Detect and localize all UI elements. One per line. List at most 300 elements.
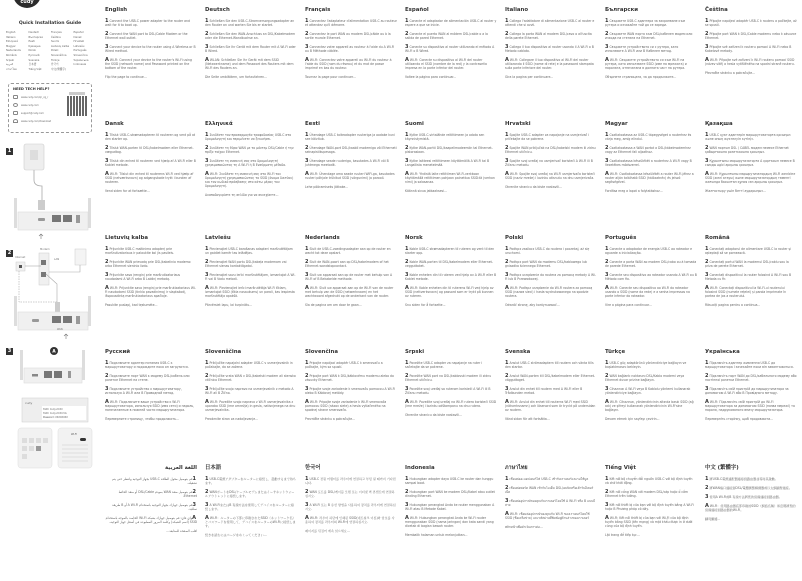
step-text: 使用A Wi-Fi或B 有線方法將您的設備連接到路由器。 bbox=[709, 495, 782, 499]
step-text: Wi-Fi: Kết nối thiết bị của bạn với Wi-Fi của bộ định tuyến bằng SSID (tên mạng) và mật khẩu được in ở dưới cùng của bộ định tuyến. bbox=[605, 516, 693, 528]
step-text: Підключіть порт WAN до DSL/кабельного модему або настінної розетки Ethernet. bbox=[705, 374, 797, 382]
step-number: 2 bbox=[305, 259, 309, 265]
label-password: Password: XXXXXXXX bbox=[43, 416, 68, 419]
step-text: A Wi-FiまたはB 有線方法を使用してデバイスをルーターに接続します。 bbox=[205, 503, 295, 511]
step-3 bbox=[105, 387, 197, 395]
step-1 bbox=[205, 361, 297, 369]
step-text: Kết nối cổng WAN với modem DSL/cáp hoặc ổ cắm Ethernet trên tường. bbox=[605, 490, 689, 498]
step-text: Conectați dispozitivul la router folosind A Wi-Fi sau B Metoda cu fir. bbox=[705, 273, 792, 281]
step-a-badge: A bbox=[52, 349, 56, 355]
step-text: Pievienojiet savu ierīci maršrutētājam, izmantojot A Wi-Fi vai B Vadu metodi. bbox=[205, 273, 296, 281]
language-title: Български bbox=[605, 7, 639, 13]
step-a bbox=[205, 172, 297, 188]
step-a bbox=[405, 516, 497, 528]
step-text: Wi-Fi: Pripojte svoje zariadenie k Wi-Fi smerovača pomocou SSID (názov siete) a hesla vytlačeného na spodnej strane smerovača. bbox=[305, 400, 387, 412]
continue-note: Переверніть сторінку, щоб продовжити... bbox=[705, 417, 774, 421]
step-text: Kết nối thiết bị của bạn với bộ định tuyến bằng A Wi-Fi hoặc B Phương pháp có dây. bbox=[605, 503, 694, 511]
step-3 bbox=[605, 387, 697, 395]
step-2 bbox=[205, 374, 297, 382]
step-text: USB-C güç adaptörünü yönlendiriciye bağlayın ve başlatılmasını bekleyin. bbox=[605, 361, 687, 369]
step-number: A bbox=[105, 399, 109, 405]
guide-title: Quick Installation Guide bbox=[18, 21, 82, 26]
step-text: Připojte port WAN k DSL/Cable modemu nebo k zásuvce Ethernet. bbox=[705, 32, 797, 40]
step-text: Podłącz zasilacz USB-C do routera i poczekaj, aż się uruchomi. bbox=[505, 247, 590, 255]
step-text: Pripojte napájací adaptér USB-C k smerovaču a počkajte, kým sa spustí. bbox=[305, 361, 383, 369]
wan-connection-diagram bbox=[12, 244, 94, 349]
step-2 bbox=[205, 260, 297, 268]
step-number: 3 bbox=[605, 386, 609, 392]
step-text: Συνδέστε τον προσαρμογέα τροφοδοσίας USB-C στο δρομολογητή και περιμένετε να ξεκινήσει. bbox=[205, 133, 292, 141]
step-text: Wi-Fi: Anslut din enhet till routerns Wi-Fi med SSID (nätverksnamn) och lösenord som är tryckt på undersidan av routern. bbox=[505, 400, 596, 412]
step-number: 2 bbox=[205, 145, 209, 151]
step-number: A bbox=[305, 57, 309, 63]
language-title: Ελληνικά bbox=[205, 121, 233, 127]
step-text: Свържете устройството си с рутера, като използвате A Wi-Fi или B Кабелен метод. bbox=[605, 45, 679, 53]
step-number: 3 bbox=[705, 494, 709, 500]
step-3 bbox=[205, 273, 297, 281]
step-2 bbox=[205, 490, 297, 498]
step-1 bbox=[405, 361, 497, 369]
step-1 bbox=[505, 247, 597, 255]
language-index-item: Français bbox=[51, 31, 62, 34]
step-text: Kytke USB-C-virtalähde reitittimeen ja odota sen käynnistymistä. bbox=[405, 133, 485, 141]
step-text: Tilslut din enhed til routeren ved hjælp af A Wi-Fi eller B Kablet metode. bbox=[105, 159, 196, 167]
language-index bbox=[6, 31, 96, 72]
step-2 bbox=[705, 260, 797, 268]
step-text: WAN 포트를 DSL/케이블 모뎀 또는 이더넷 벽 콘센트에 연결하십시오. bbox=[305, 490, 395, 498]
continue-note: Pasukite puslapį, kad tęstumėte... bbox=[105, 303, 158, 307]
language-index-item: 日本語 bbox=[28, 63, 37, 67]
language-block bbox=[605, 236, 697, 312]
continue-note: Die Seite umblättern, um fortzufahren... bbox=[205, 75, 268, 79]
step-2 bbox=[505, 486, 597, 494]
language-block bbox=[305, 350, 397, 426]
language-index-item: Dansk bbox=[73, 35, 82, 39]
cudy-logo: cudy bbox=[13, 0, 41, 8]
language-block bbox=[605, 350, 697, 426]
modem-label: Modem bbox=[40, 248, 50, 251]
step-a bbox=[405, 286, 497, 298]
step-text: Collega l'adattatore di alimentazione USB-C al router e attendi che si avvii. bbox=[505, 19, 595, 27]
continue-note: Okrenite stranicu da biste nastavili... bbox=[405, 413, 463, 417]
language-title: Polski bbox=[505, 235, 524, 241]
language-title: Tiếng Việt bbox=[605, 465, 636, 471]
language-title: Français bbox=[305, 7, 331, 13]
language-title: Srpski bbox=[405, 349, 425, 355]
step-text: Подключите адаптер питания USB-C к маршрутизатору и подождите пока он загрузится. bbox=[105, 361, 189, 369]
step-text: Wi-Fi: Підключіть свій пристрій до Wi-Fi маршрутизатора за допомогою SSID (назва мережі) та пароля, надрукованого внизу маршрутизатора. bbox=[705, 400, 795, 412]
help-link-text: support@cudy.com bbox=[21, 111, 44, 115]
language-index-item: Čeština bbox=[51, 35, 61, 39]
step-3 bbox=[305, 387, 397, 395]
step-2 bbox=[305, 32, 397, 40]
step-number: 3 bbox=[705, 158, 709, 164]
step-number: 3 bbox=[605, 44, 609, 50]
step-text: قم بتوصيل جهازك بجهاز التوجيه باستخدام A Wi-Fi أو B طريقة سلكية. bbox=[111, 503, 197, 511]
continue-note: Vire a página para continuar... bbox=[605, 303, 652, 307]
step-3 bbox=[605, 273, 697, 281]
step-text: Wi-Fi: Cihazınızı, yönlendiricinin altında basılı SSID (ağ adı) ve şifreyi kullanarak yönlendiricinin Wi-Fi'sine bağlayın. bbox=[605, 400, 694, 412]
step-text: 將USB-C電源適配器連接到路由器並等待其啟動。 bbox=[709, 477, 778, 481]
step-3 bbox=[205, 45, 297, 53]
step-number: 2 bbox=[605, 31, 609, 37]
language-index-item: Ελληνικά bbox=[6, 40, 18, 44]
continue-note: 페이지를 뒤집어 계속 읽으세요... bbox=[305, 529, 350, 533]
step-3 bbox=[505, 499, 597, 507]
step-text: เชื่อมต่อพอร์ต WAN เข้ากับโมเด็ม DSL/เคเบิลหรือเต้ารับอีเธอร์เน็ต bbox=[505, 486, 594, 494]
step-number: A bbox=[205, 171, 209, 177]
language-index-item: Italiano bbox=[6, 35, 16, 39]
step-number: A bbox=[105, 171, 109, 177]
step-3 bbox=[305, 159, 397, 167]
step-2 bbox=[205, 32, 297, 40]
language-block bbox=[205, 122, 297, 202]
language-index-item: العربية bbox=[6, 63, 14, 67]
step-text: Conectați portul WAN la modemul DSL/cablu sau la priza de perete Ethernet. bbox=[705, 260, 789, 268]
step-3 bbox=[705, 273, 797, 281]
step-text: WAN портын DSL / CABEL модем немесе Ethernet қабырғасына розеткасына қосыңыз. bbox=[705, 146, 789, 154]
language-index-item: Русский bbox=[28, 53, 40, 57]
language-title: Svenska bbox=[505, 349, 531, 355]
step-2 bbox=[405, 374, 497, 382]
step-1 bbox=[605, 361, 697, 369]
language-index-item: Slovenčina bbox=[73, 53, 88, 57]
language-title: Română bbox=[705, 235, 730, 241]
language-block bbox=[705, 8, 797, 80]
step-number: 3 bbox=[105, 44, 109, 50]
step-text: Підключіть свій пристрій до маршрутизатора за допомогою A Wi-Fi або B Провідного методу. bbox=[705, 387, 789, 395]
help-link-download[interactable] bbox=[13, 117, 87, 125]
step-a bbox=[705, 400, 797, 412]
language-block bbox=[405, 236, 497, 312]
step-text: เชื่อมต่ออุปกรณ์ของคุณกับเราเตอร์โดยใช้ A Wi-Fi หรือ B แบบมีสาย bbox=[505, 499, 596, 507]
step-text: Connectez l'adaptateur d'alimentation USB-C au routeur et attendez qu'il démarre. bbox=[305, 19, 397, 27]
step-number: A bbox=[705, 57, 709, 63]
step-text: Koble WAN-porten til DSL/kabelmodem eller Ethernet-vegguttaket. bbox=[405, 260, 493, 268]
step-text: Schließen Sie Ihr Gerät mit dem Router mit A Wi-Fi oder B Wired. bbox=[205, 45, 296, 53]
step-number: 2 bbox=[505, 31, 509, 37]
step-1 bbox=[505, 19, 597, 27]
step-3 bbox=[405, 159, 497, 167]
step-text: Připojte napájecí adaptér USB-C k routeru a počkejte, až se spustí. bbox=[705, 19, 797, 27]
step-1 bbox=[705, 477, 797, 481]
step-2 bbox=[705, 374, 797, 382]
step-1 bbox=[205, 133, 297, 141]
step-text: Spojite svoj uređaj na usmjerivač koristeći A Wi-Fi ili B Žičanu metodu. bbox=[505, 159, 593, 167]
step-number: 2 bbox=[405, 373, 409, 379]
step-text: Priključite vrata WAN v DSL/kabelski modem ali stensko vtičnico Ethernet. bbox=[205, 374, 296, 382]
step-number: 1 bbox=[705, 246, 709, 252]
step-number: A bbox=[505, 285, 509, 291]
step-3 bbox=[605, 159, 697, 167]
step-a bbox=[505, 172, 597, 180]
step-text: Connect the WAN port to DSL/Cable Modem or the Ethernet wall outlet. bbox=[105, 32, 188, 40]
language-title: 日本語 bbox=[205, 465, 222, 471]
lan-label: LAN bbox=[54, 258, 60, 261]
wan-label: WAN bbox=[57, 328, 63, 331]
step-a bbox=[305, 516, 397, 524]
step-a bbox=[405, 400, 497, 408]
step-a bbox=[705, 286, 797, 298]
language-block bbox=[105, 350, 197, 426]
language-index-item: Slovenščina bbox=[51, 53, 67, 57]
step-text: USB-C қуат адаптерін маршрутизаторға қосыңыз және оның жүктелуін күтіңіз. bbox=[705, 133, 791, 141]
language-block bbox=[505, 8, 597, 84]
step-number: 2 bbox=[705, 485, 709, 491]
step-1 bbox=[405, 247, 497, 255]
step-number: 3 bbox=[705, 272, 709, 278]
step-number: 2 bbox=[605, 145, 609, 151]
step-number: 3 bbox=[605, 502, 609, 508]
language-index-item: Svenska bbox=[28, 58, 40, 62]
continue-note: Flip the page to continue... bbox=[105, 75, 147, 79]
step-a bbox=[505, 58, 597, 70]
language-index-item: ภาษาไทย bbox=[6, 67, 17, 71]
step-1 bbox=[705, 361, 797, 369]
step-number: 2 bbox=[105, 145, 109, 151]
step-text: Wi-Fi: Connect your device to the router's Wi-Fi using the SSID (network name) and Password printed on the bottom of the router. bbox=[105, 58, 192, 70]
step-number: 3 bbox=[205, 502, 209, 508]
language-block bbox=[305, 8, 397, 84]
step-text: Sluit uw apparaat aan op de router met behulp van A Wi-Fi of B Bekabelde methode. bbox=[305, 273, 393, 281]
step-text: Podłącz urządzenie do routera za pomocą metody A Wi-Fi lub B Przewodowej. bbox=[505, 273, 597, 281]
step-text: Құрылғыны маршрутизаторға A қорғасын немесе B сымды әдісі арқылы қосыңыз. bbox=[705, 159, 795, 167]
step-text: Hubungkan adapter daya USB-C ke router dan tunggu sampai boot. bbox=[405, 477, 494, 485]
step-a bbox=[705, 172, 797, 184]
continue-note: Răsuciți pagina pentru a continua... bbox=[705, 303, 761, 307]
language-title: Hrvatski bbox=[505, 121, 531, 127]
step-number: 1 bbox=[192, 476, 196, 482]
step-3 bbox=[505, 159, 597, 167]
step-number: A bbox=[305, 171, 309, 177]
step-number: 2 bbox=[305, 145, 309, 151]
step-3 bbox=[405, 273, 497, 281]
step-a bbox=[605, 58, 697, 70]
step-a bbox=[705, 504, 797, 512]
step-3-badge: 3 bbox=[7, 348, 12, 354]
step-number: 3 bbox=[205, 386, 209, 392]
language-block bbox=[205, 236, 297, 312]
language-block bbox=[105, 8, 197, 84]
step-number: 1 bbox=[605, 132, 609, 138]
step-a bbox=[205, 58, 297, 70]
step-a bbox=[705, 58, 797, 66]
language-index-item: Indonesia bbox=[73, 63, 87, 67]
step-text: Wi-Fi: Conecte su dispositivo al Wi-Fi del router utilizando el SSID (nombre de la red) y la contraseña impresa en la parte inferior del router. bbox=[405, 58, 487, 70]
step-text: Wi-Fi: เชื่อมต่ออุปกรณ์ของคุณกับ Wi-Fi ของเราเตอร์โดยใช้ SSID (ชื่อเครือข่าย) และรหัสผ่านที่พิมพ์อยู่ด้านล่างของเราเตอร์ bbox=[505, 512, 590, 520]
step-number: 2 bbox=[505, 145, 509, 151]
step-text: Wi-Fi: Hubungkan perangkat Anda ke Wi-Fi router menggunakan SSID (nama jaringan) dan kata sandi yang dicetak di bagian bawah router. bbox=[405, 516, 494, 528]
step-text: Pripojte port WAN k DSL/káblovému modemu alebo do zásuvky Ethernet. bbox=[305, 374, 394, 382]
language-block bbox=[505, 236, 597, 312]
step-number: 3 bbox=[192, 502, 196, 508]
step-1-badge: 1 bbox=[7, 148, 12, 154]
step-text: Wi-Fi：使用路由器底部印刷的SSID（網絡名稱）和密碼將您的設備連接到路由器的Wi-Fi。 bbox=[705, 504, 796, 512]
language-title: Қазақша bbox=[705, 121, 733, 127]
step-text: Povežite WAN port na DSL/kablovski modem ili zidnu Ethernet utičnicu. bbox=[405, 374, 492, 382]
step-number: 2 bbox=[305, 489, 309, 495]
step-text: Sluit de WAN-poort aan op DSL/kabelmodem of het Ethernet-wandstopcontact. bbox=[305, 260, 389, 268]
step-text: Csatlakoztassa készülékét a routerhez A Wi-Fi vagy B Vezetékes módszerrel. bbox=[605, 159, 692, 167]
step-text: Pievienojiet USB-C barošanas adapteri maršrutētājam un gaidiet kamēr tas ielādējas. bbox=[205, 247, 293, 255]
step-number: 3 bbox=[205, 158, 209, 164]
step-2 bbox=[205, 146, 297, 154]
continue-note: Snu siden for å fortsette... bbox=[405, 303, 446, 307]
step-number: A bbox=[305, 285, 309, 291]
step-text: 將WAN端口連接到DSL/電纜調製解調器或以太網牆壁插座。 bbox=[709, 486, 792, 490]
step-number: 1 bbox=[205, 360, 209, 366]
step-text: Свържете USB-C адаптера за захранване към рутера и изчакайте той да се зареди. bbox=[605, 19, 685, 27]
step-text: Wi-Fi: Ühendage oma seade ruuteri WiFi-ga, kasutades ruuteri põhjale trükitud SSID (võrgunimi) ja parooli. bbox=[305, 172, 395, 180]
step-number: 3 bbox=[305, 158, 309, 164]
step-number: A bbox=[405, 515, 409, 521]
step-2 bbox=[405, 32, 497, 40]
step-1 bbox=[305, 19, 397, 27]
step-3 bbox=[305, 503, 397, 511]
continue-note: Жалғастыру үшін бетті аударыңыз... bbox=[705, 189, 766, 193]
step-number: 3 bbox=[105, 272, 109, 278]
step-3 bbox=[205, 387, 297, 395]
step-2-badge: 2 bbox=[7, 250, 12, 256]
step-number: 1 bbox=[405, 360, 409, 366]
step-number: 3 bbox=[505, 272, 509, 278]
step-number: 1 bbox=[305, 246, 309, 252]
language-block bbox=[405, 122, 497, 198]
step-text: Ühendage seade ruuteriga, kasutades A Wi-Fi või B Juhtmega meetodit. bbox=[305, 159, 389, 167]
step-text: WAN bağlantı noktasını DSL/Kablo modemi veya Ethernet duvar prizine bağlayın. bbox=[605, 374, 685, 382]
step-number: 1 bbox=[305, 132, 309, 138]
language-title: Suomi bbox=[405, 121, 424, 127]
step-number: A bbox=[705, 285, 709, 291]
language-block bbox=[205, 350, 297, 426]
step-3 bbox=[205, 503, 297, 511]
step-text: Wi-Fi: Pievienojiet ierīci maršrutētāja Wi-Fi tīklam, izmantojot SSID (tīkla nosaukums) un paroli, kas iespiesta maršrutētāja apakšā. bbox=[205, 286, 295, 298]
step-a bbox=[405, 172, 497, 184]
step-2 bbox=[105, 374, 197, 382]
language-index-item: Norsk bbox=[28, 49, 36, 53]
step-text: Tilslut USB-C-strømadapteren til routeren og vent på at den starter op. bbox=[105, 133, 196, 141]
language-block bbox=[405, 8, 497, 84]
language-title: 中文 (繁體字) bbox=[705, 465, 739, 471]
step-2 bbox=[105, 146, 197, 154]
step-3 bbox=[405, 45, 497, 53]
step-1 bbox=[205, 19, 297, 27]
language-title: Norsk bbox=[405, 235, 423, 241]
step-a bbox=[605, 286, 697, 298]
step-number: 2 bbox=[705, 145, 709, 151]
continue-note: Käännä sivua jatkaaksesi... bbox=[405, 189, 447, 193]
step-2 bbox=[305, 374, 397, 382]
step-3 bbox=[505, 387, 597, 395]
step-text: Ühendage WAN-port DSL/kaabli modemiga või Etherneti seinapistikupesaga. bbox=[305, 146, 397, 154]
step-number: A bbox=[205, 399, 209, 405]
step-a bbox=[305, 286, 397, 298]
step-text: Csatlakoztassa a WAN portot a DSL/kábelmodemhez vagy az Ethernet fali aljzathoz. bbox=[605, 146, 691, 154]
step-a bbox=[505, 400, 597, 412]
step-3 bbox=[105, 503, 197, 511]
language-title: Eesti bbox=[305, 121, 320, 127]
continue-note: Membalik halaman untuk melanjutkan... bbox=[405, 533, 468, 537]
step-text: Priključite svojo napravo na usmerjevalnik z metodo A Wi-Fi ali B Žično. bbox=[205, 387, 294, 395]
step-text: USB-C 전원 어댑터를 라우터에 연결하고 부팅 될 때까지 기다립니다. bbox=[305, 477, 396, 485]
continue-note: Převraťte stránku a pokračujte... bbox=[705, 71, 756, 75]
step-number: A bbox=[405, 171, 409, 177]
step-number: 2 bbox=[405, 489, 409, 495]
step-1 bbox=[105, 477, 197, 485]
step-number: A bbox=[105, 285, 109, 291]
step-text: Wi-Fi: Povežite svojo napravo z Wi-Fi usmerjevalnika z uporabo SSID (ime omrežja) in gesla, natisnjenega na dnu usmerjevalnika. bbox=[205, 400, 296, 412]
language-index-item: Português bbox=[73, 49, 87, 53]
step-number: 2 bbox=[705, 259, 709, 265]
step-number: A bbox=[192, 515, 196, 521]
step-1 bbox=[205, 477, 297, 485]
step-text: Conecte a porta WAN ao modem DSL/cabo ou à tomada de parede Ethernet. bbox=[605, 260, 697, 268]
step-1 bbox=[605, 19, 697, 27]
step-2 bbox=[305, 490, 397, 498]
continue-note: Fordítsa meg a lapot a folytatáshoz... bbox=[605, 189, 663, 193]
step-number: 1 bbox=[105, 132, 109, 138]
continue-note: Vänd sidan för att fortsätta... bbox=[505, 417, 550, 421]
step-number: A bbox=[505, 57, 509, 63]
step-number: 2 bbox=[205, 259, 209, 265]
internet-label: Internet bbox=[15, 256, 26, 259]
language-block bbox=[505, 350, 597, 426]
step-number: 2 bbox=[105, 31, 109, 37]
step-text: Wi-Fi: Conecte seu dispositivo ao Wi-Fi do roteador usando o SSID (nome da rede) e a senha impressos na parte inferior do roteador. bbox=[605, 286, 690, 298]
continue-note: Preobrnite stran za nadaljevanje... bbox=[205, 417, 259, 421]
step-1 bbox=[605, 133, 697, 141]
language-index-item: Български bbox=[28, 35, 44, 39]
step-number: 2 bbox=[105, 373, 109, 379]
language-index-item: Lietuvių kalba bbox=[51, 44, 70, 48]
step-number: 2 bbox=[405, 259, 409, 265]
step-number: 1 bbox=[105, 360, 109, 366]
step-number: 3 bbox=[105, 386, 109, 392]
step-number: A bbox=[505, 171, 509, 177]
step-number: 3 bbox=[105, 158, 109, 164]
step-3 bbox=[105, 159, 197, 167]
language-block bbox=[705, 350, 797, 426]
wifi-connection-diagram bbox=[12, 342, 94, 472]
step-2 bbox=[505, 146, 597, 154]
step-number: 2 bbox=[705, 373, 709, 379]
label-ssid: SSID: Cudy-XXXX bbox=[43, 408, 63, 411]
step-text: Wi-Fi: Conectați dispozitivul la Wi-Fi-ul routerului folosind SSID (numele rețelei) și parola imprimate în partea de jos a routerului. bbox=[705, 286, 787, 298]
language-block bbox=[205, 466, 297, 542]
step-number: 3 bbox=[205, 272, 209, 278]
step-text: Připojte své zařízení k routeru pomocí A Wi-Fi nebo B Kabelové metody. bbox=[705, 45, 792, 53]
language-block bbox=[405, 350, 497, 422]
step-text: Priključite napajalni adapter USB-C v usmerjevalnik in počakajte, da se zažene. bbox=[205, 361, 293, 369]
step-number: A bbox=[205, 515, 209, 521]
step-1 bbox=[105, 19, 197, 27]
step-3 bbox=[705, 45, 797, 53]
step-number: 1 bbox=[605, 476, 609, 482]
step-1 bbox=[605, 477, 697, 485]
step-text: Podłącz port WAN do modemu DSL/kablowego lub gniazdka ściennego Ethernet. bbox=[505, 260, 587, 268]
step-number: A bbox=[505, 511, 509, 517]
step-number: 1 bbox=[705, 360, 709, 366]
step-number: A bbox=[205, 285, 209, 291]
step-number: 1 bbox=[605, 360, 609, 366]
step-3 bbox=[205, 159, 297, 167]
step-number: 2 bbox=[305, 373, 309, 379]
step-a bbox=[405, 58, 497, 70]
step-1 bbox=[705, 247, 797, 255]
step-number: 2 bbox=[705, 31, 709, 37]
step-2 bbox=[605, 374, 697, 382]
step-1 bbox=[705, 133, 797, 141]
